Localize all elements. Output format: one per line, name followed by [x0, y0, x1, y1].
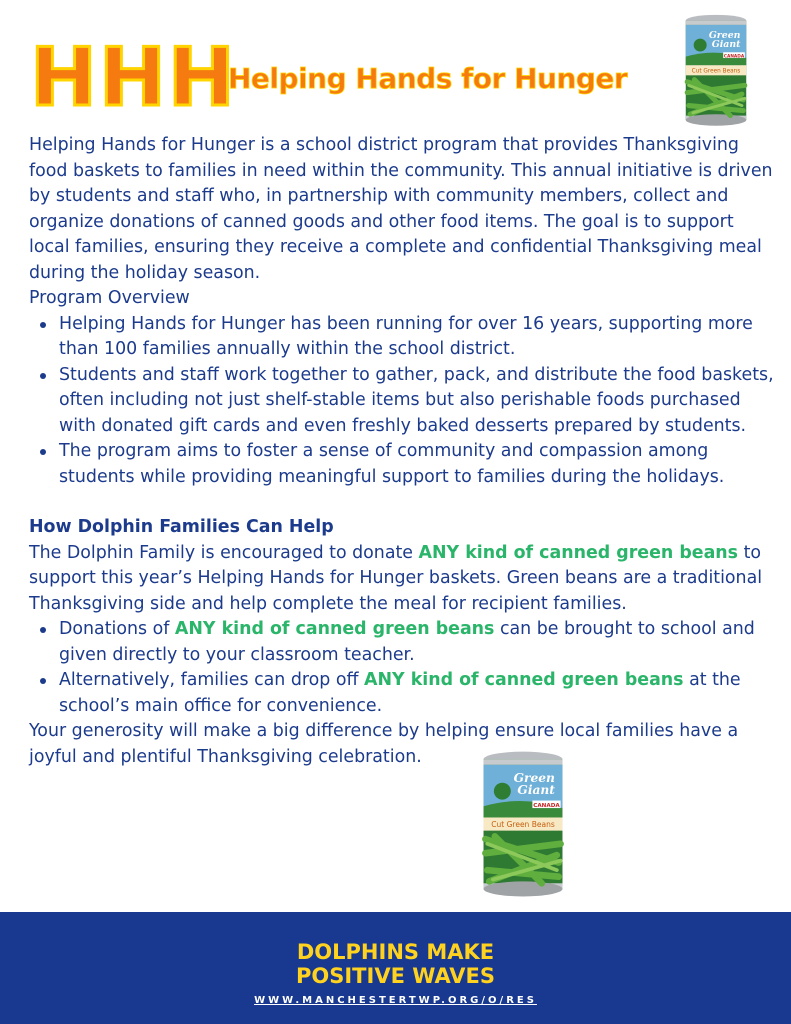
- overview-heading: Program Overview: [29, 288, 190, 308]
- highlight-text: ANY kind of canned green beans: [174, 619, 495, 639]
- list-item: The program aims to foster a sense of community and compassion among students while providing meaningful support to families during the holidays.: [59, 439, 779, 490]
- help-list: [29, 617, 779, 719]
- highlight-text: ANY kind of canned green beans: [418, 542, 739, 563]
- footer-website-link[interactable]: WWW.MANCHESTERTWP.ORG/O/RES: [254, 995, 537, 1006]
- highlight-text: ANY kind of canned green beans: [364, 670, 684, 690]
- help-intro: [29, 541, 779, 618]
- green-beans-can-image: [476, 746, 570, 904]
- list-item: [59, 668, 779, 719]
- can-brand-text: Giant: [711, 39, 741, 51]
- list-item-text: Alternatively, families can drop off: [59, 670, 365, 690]
- list-item-text: Donations of: [59, 619, 175, 639]
- can-badge-text: CANADA: [723, 54, 745, 60]
- overview-list: [29, 312, 779, 491]
- intro-paragraph: Helping Hands for Hunger is a school district program that provides Thanksgiving food baskets to families in need within the community. This annual initiative is driven by students and staff who, in partnership with community members, collect and organize donations of canned goods and other food items. The goal is to support local families, ensuring they receive a complete and confidential Thanksgiving meal during the holiday season.: [29, 135, 773, 283]
- footer-slogan-line: POSITIVE WAVES: [296, 964, 495, 988]
- closing-paragraph: Your generosity will make a big difference by helping ensure local families have a joyful and plentiful Thanksgiving celebration.: [29, 721, 739, 767]
- page-title: Helping Hands for Hunger: [228, 62, 628, 95]
- footer-slogan: [0, 940, 791, 988]
- list-item-text: can be brought to school and given directly to your classroom teacher.: [59, 619, 755, 665]
- can-product-text: Cut Green Beans: [491, 819, 555, 829]
- can-badge-text: CANADA: [533, 803, 560, 810]
- list-item: Helping Hands for Hunger has been running for over 16 years, supporting more than 100 families annually within the school district.: [59, 312, 779, 363]
- footer-banner: [0, 912, 791, 1024]
- footer-slogan-line: DOLPHINS MAKE: [296, 940, 495, 964]
- can-brand-text: Giant: [517, 782, 555, 797]
- can-brand-text: Green: [513, 770, 555, 785]
- list-item: Students and staff work together to gather, pack, and distribute the food baskets, often including not just shelf-stable items but also perishable foods purchased with donated gift cards and even freshly baked desserts prepared by students.: [59, 363, 779, 440]
- list-item: [59, 617, 779, 668]
- help-intro-text: The Dolphin Family is encouraged to donate: [29, 542, 419, 563]
- list-item-text: at the school’s main office for convenience.: [59, 670, 741, 716]
- acronym-logo: HHH: [30, 31, 237, 124]
- can-brand-text: Green: [708, 29, 741, 41]
- can-product-text: Cut Green Beans: [691, 68, 741, 75]
- green-beans-can-image: [680, 12, 752, 130]
- help-heading: How Dolphin Families Can Help: [29, 517, 334, 537]
- main-content: [29, 133, 779, 770]
- help-intro-text: to support this year’s Helping Hands for Hunger baskets. Green beans are a traditional Thanksgiving side and help complete the meal for recipient families.: [29, 542, 763, 614]
